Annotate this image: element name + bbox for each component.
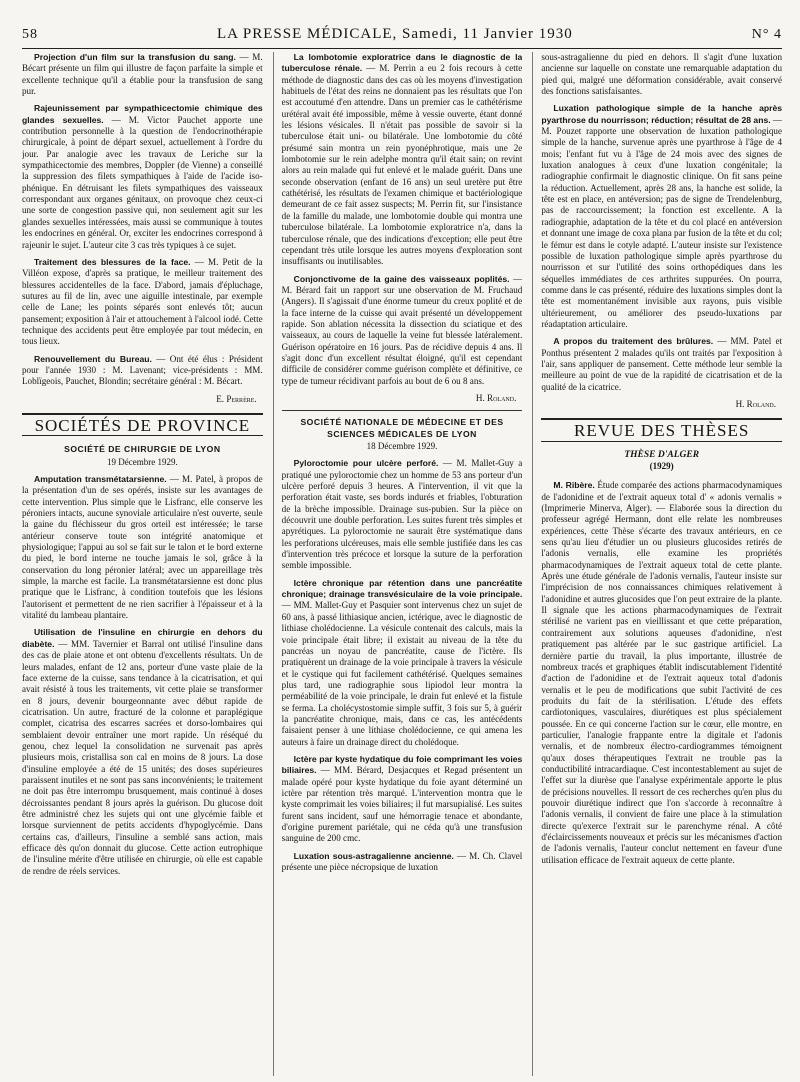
article-title: Luxation sous-astragalienne ancienne.	[293, 850, 454, 861]
article	[22, 103, 263, 250]
these-heading: THÈSE D'ALGER	[624, 449, 700, 460]
article-text: — M. Pouzet rapporte une observation de luxation pathologique simple de la hanche, survenue après une pyarthrose à l'âge de 4 mois; l'enfant fut vu à l'âge de 24 mois avec des signes de luxation analogues à ceux d'une luxation congénitale; la radiographie confirmait le diagnostic clinique. On fit sans peine la réduction. Actuellement, après 28 ans, la hanche est solide, la tête est en place, en antéversion; pas de signe de Trendelenburg, pas de raccourcissement; la fonction est excellente. A la radiographie, adaptation de la tête et du col placé en antéversion et donnant une image de coxa plana par fusion de la tête et du col; le fémur est dans le cotyle adapté. L'auteur insiste sur l'existence possible de luxation pathologique simple après pyarthrose du nourrisson et sur l'utilité des soins orthopédiques dans les séquelles immédiates de ces arthrites suppurées. On pourra, comme dans le cas présenté, réduire des luxations simples dont la tête est momentanément invisible aux rayons, puis visible ultérieurement, ou améliorer des pseudo-luxations par réadaptation articulaire.	[541, 114, 783, 329]
article	[22, 354, 263, 388]
article-text: — M. Perrin a eu 2 fois recours à cette méthode de diagnostic dans des cas où les moyens d'investigation habituels de l'état des reins ne donnaient pas les résultats que l'on est accoutumé d'en attendre. Dans un premier cas le cathétérisme urétéral avait été impossible, même à vessie ouverte, étant donné les lésions vésicales. Il n'était pas possible de savoir si la tuberculose était uni- ou bilatérale. Une lombotomie du côté présumé sain montra un rein pyonéphrotique, mais une 2e lombotomie sur le rein adelphe montra qu'il était sain; on revint alors au rein malade qui fut enlevé et le malade guérit. Dans une seconde observation (enfant de 16 ans) un seul uretère put être cathétérisé, les résultats de l'examen chimique et bactériologique demeurant de ce fait assez suspects; M. Perrin fit, sur l'insistance de la famille du malade, une lombotomie double qui montra une tuberculose bilatérale. La lombotomie exploratrice n'a, dans la tuberculose rénale, que des indications d'exception; elle peut être cependant très utile lorsque les autres moyens d'exploration sont insuffisants ou inutilisables.	[281, 63, 523, 267]
article-title: Traitement des blessures de la face.	[34, 256, 191, 267]
article-title: Luxation pathologique simple de la hanche après pyarthrose du nourrisson; réduction; résultat de 28 ans.	[541, 103, 783, 125]
article-title: Amputation transmétatarsienne.	[34, 474, 167, 484]
article-text: — Ont été élus : Président pour l'année 1930 : M. Lavenant; vice-présidents : MM. Loblïgeois, Pauchet, Blondin; secrétaire général : M. Bécart.	[22, 353, 263, 387]
session-date: 18 Décembre 1929.	[366, 441, 438, 451]
column-1	[22, 52, 263, 1076]
section-heading: SOCIÉTÉS DE PROVINCE	[22, 413, 263, 436]
article-text: — M. Victor Pauchet apporte une contribution personnelle à la question de l'endocrinothérapie chirurgicale, à point de départ sexuel, actuellement à l'ordre du jour. Par analogie avec les travaux de Leriche sur la sympathicectomie des membres, Doppler (de Vienne) a conseillé la suppression des filets sympathiques à l'aide de l'acide iso-phénique. En détruisant les filets sympathiques des vaisseaux correspondant aux organes génitaux, on provoque chez ceux-ci une sorte de congestion passive qui, non seulement agit sur les glandes sexuelles intéressées, mais aussi se communique à toutes les endocrines en général. Or, exciter les endocrines correspond à rajeunir le sujet. L'auteur cite 3 cas très typiques à ce sujet.	[22, 114, 263, 250]
signature: H. Roland.	[735, 398, 777, 409]
article-text: — M. Bérard fait un rapport sur une observation de M. Fruchaud (Angers). Il s'agissait d'une énorme tumeur du creux poplité et de la face interne de la cuisse qui avait présenté un développement rapide. Son ablation nécessita la dissection du sciatique et des vaisseaux, au cours de laquelle la veine fut blessée latéralement. Guérison opératoire en 16 jours. Pas de récidive depuis 4 ans. Il s'agit donc d'un excellent résultat éloigné, qu'il est cependant difficile de considérer comme guérison complète et définitive, ce type de tumeur récidivant parfois au bout de 6 ou 8 ans.	[281, 273, 523, 386]
article-title: Projection d'un film sur la transfusion du sang.	[34, 52, 236, 62]
article-title: Ictère chronique par rétention dans une pancréatite chronique; drainage transvésiculaire de la voie principale.	[281, 577, 523, 600]
columns	[22, 52, 782, 1076]
article-text: — MM. Tavernier et Barral ont utilisé l'insuline dans des cas de plaie atone et ont obtenu d'excellents résultats. Un de leurs malades, enfant de 12 ans, porteur d'une vaste plaie de la face externe de la cuisse, sans tendance à la cicatrisation, et qui avait résisté à tous les traitements, vit cette plaie se transformer en 8 jours, devenir bourgeonnante avec début rapide de cicatrisation. Un autre, fracturé de la colonne et paraplégique complet, cicatrisa des escarres sacrées et dorso-lombaires qui semblaient devoir entraîner une mort rapide. Un réséqué du genou, chez lequel la consolidation ne survenait pas après plusieurs mois, cristallisa son cal en moins de 8 jours. La dose d'insuline employée a été de 15 unités; des doses supérieures paraissent inutiles et ne sont pas sans inconvénients; le traitement ne doit pas être interrompu brusquement, mais continué à doses décroissantes pendant 8 jours après la guérison. Du glucose doit être administré chez les sujets qui ont une glycémie faible et lorsque surviennent de petits accidents d'hypoglycémie. Dans certains cas, d'ailleurs, l'insuline a semblé sans action, mais efficace dès qu'on donnait du glucose. Cette action eutrophique de l'insuline mérite d'être utilisée en chirurgie, où elle est capable de rendre de réels services.	[22, 638, 263, 876]
article	[282, 754, 523, 845]
article	[541, 480, 782, 866]
article	[22, 257, 263, 348]
article	[22, 52, 263, 97]
signature: H. Roland.	[475, 392, 517, 403]
article-text: — M. Petit de la Villéon expose, d'après sa pratique, le meilleur traitement des blessures accidentelles de la face. D'abord, jamais d'épluchage, sutures au fil de lin, avec une aiguille intestinale, par exemple celle de Lane; les points séparés sont enlevés tôt; aucun pansement; exposition à l'air et attouchement à l'alcool iodé. Cette technique des accidents peut être employée par tout médecin, en tous lieux.	[22, 256, 263, 347]
society-heading: SOCIÉTÉ DE CHIRURGIE DE LYON	[64, 444, 221, 455]
article-continuation: sous-astragalienne du pied en dehors. Il s'agit d'une luxation ancienne sur laquelle on constate une remarquable adaptation du pied qui, malgré une déformation considérable, avait conservé des fonctions satisfaisantes.	[541, 52, 783, 97]
article-title: Conjonctivome de la gaine des vaisseaux poplités.	[293, 273, 510, 284]
page-number: 58	[22, 27, 38, 42]
section-heading: REVUE DES THÈSES	[541, 418, 782, 441]
article-text: — MM. Bérard, Desjacques et Regad présentent un malade opéré pour kyste hydatique du foie ayant déterminé un ictère par rétention très marqué. L'intervention montra que le kyste comprimait les voies biliaires; il fut marsupialisé. Les suites furent sans incident, sauf une hémorragie tenace et abondante, d'origine purement pariétale, qui ne céda qu'à une transfusion sanguine de 200 cmc.	[281, 765, 523, 844]
article-title: Utilisation de l'insuline en chirurgie en dehors du diabète.	[22, 627, 263, 649]
article-text: — M. Bécart présente un film qui illustre de façon parfaite la simple et excellente technique qu'il a établie pour la transfusion de sang pur.	[22, 52, 263, 97]
session-date: 19 Décembre 1929.	[106, 456, 178, 467]
article-title: A propos du traitement des brûlures.	[553, 336, 714, 347]
article	[282, 458, 523, 571]
article-title: Rajeunissement par sympathicectomie chimique des glandes sexuelles.	[22, 103, 263, 125]
article	[22, 474, 263, 621]
signature: E. Perrère.	[216, 393, 257, 404]
these-year: (1929)	[649, 461, 674, 471]
article-text: — M. Patel, à propos de la présentation d'un de ses opérés, insiste sur les avantages de cette intervention. Plus simple que le Lisfranc, elle conserve les péroniers intacts, aucune synoviale articulaire n'est ouverte, seule la gaine du fléchisseur du gros orteil est intéressée; le tarse antérieur conserve toute son intégrité anatomique et physiologique; l'appui au sol se fait sur le talon et le bord externe du pied, le bord interne ne touche jamais le sol, grâce à la conservation du long péronier latéral; avec un appareillage très simple, la marche est facile. La transmétatarsienne est donc plus pratique que le Lisfranc, à condition toutefois que les lésions l'autorisent et permettent de ne rien sacrifier à l'épaisseur et à la vitalité du lambeau plantaire.	[22, 474, 263, 621]
article	[282, 274, 523, 387]
article-title: Renouvellement du Bureau.	[34, 353, 152, 364]
article	[282, 578, 523, 748]
column-3	[532, 52, 782, 1076]
article-title: Ictère par kyste hydatique du foie comprimant les voies biliaires.	[281, 753, 523, 776]
article-title: Pyloroctomie pour ulcère perforé.	[293, 458, 439, 469]
article	[282, 52, 523, 268]
divider	[282, 410, 523, 411]
article	[541, 336, 782, 393]
journal-line: LA PRESSE MÉDICALE, Samedi, 11 Janvier 1930	[217, 26, 573, 42]
column-2	[273, 52, 523, 1076]
article	[282, 851, 523, 874]
article-text: — MM. Patel et Ponthus présentent 2 malades qu'ils ont traités par l'exposition à l'air, sans appliquer de pansement. Cette méthode leur semble la meilleure au point de vue de la rapidité de cicatrisation et de la qualité de la cicatrice.	[541, 336, 783, 392]
issue-number: N° 4	[751, 27, 782, 42]
article-text: — MM. Mallet-Guy et Pasquier sont intervenus chez un sujet de 60 ans, à passé lithiasique ancien, ictérique, avec le diagnostic de lithiase cholédocienne. La vésicule contenait des calculs, mais la voie principale était libre; il existait au niveau de la tête du pancréas un noyau de pancréatite, cause de l'ictère. Ils pratiquèrent un drainage de la voie principale à travers la vésicule et le cystique qui fut facilement cathétérisé. Quelques semaines plus tard, une radiographie sous lipiodol leur montra la perméabilité de la voie principale, le drain fut enlevé et la fistule se ferma. La cholécystostomie simple suffit, 3 fois sur 5, à guérir la pancréatite chronique, mais, dans ce cas, les antécédents faisaient penser à une lithiase cholédocienne, ce qui amena les auteurs à faire un drainage direct du cholédoque.	[281, 600, 523, 747]
article-title: M. Ribère.	[553, 480, 595, 491]
article-text: — M. Mallet-Guy a pratiqué une pyloroctomie chez un homme de 53 ans porteur d'un ulcère perforé depuis 3 heures. A l'intervention, il vit que la perforation était vaste, ses bords indurés et friables, l'obturation de la brèche impossible. Drainage sus-pubien. Sur la pièce on découvrit une double perforation. Les suites furent très simples et apyrétiques. La pyloroctomie ne saurait être systématique dans les perforations ulcéreuses, mais elle semble justifiée dans les cas d'intervention très précoce et lorsque la suture de la perforation semble impossible.	[281, 458, 523, 571]
page-header	[22, 26, 782, 49]
article	[22, 627, 263, 877]
society-heading: SOCIÉTÉ NATIONALE DE MÉDECINE ET DES SCIENCES MÉDICALES DE LYON	[300, 417, 504, 439]
article-text: — M. Ch. Clavel présente une pièce nécropsique de luxation	[281, 850, 523, 873]
article-title: La lombotomie exploratrice dans le diagnostic de la tuberculose rénale.	[281, 52, 523, 74]
article	[541, 103, 782, 330]
article-text: Étude comparée des actions pharmacodynamiques de l'adonidine et de l'extrait aqueux total d' « adonis vernalis » (Imprimerie Minerva, Alger). — Elaborée sous la direction du professeur agrégé Hermann, dont elle relate les nombreuses expériences, cette Thèse s'écarte des travaux antérieurs, en ce sens qu'au lieu d'étudier un ou plusieurs glucosides retirés de l'adonis vernalis, elle examine les propriétés pharmacodynamiques de l'extrait aqueux total de cette plante. Après une étude générale de l'adonis vernalis, l'auteur insiste sur l'imprécision de nos connaissances chimiques relativement à l'adonidine et autres glucosides que l'on peut extraire de la plante. Il signale que les actions pharmacodynamiques de l'extrait stérilisé ne varient pas en vieillissant et que cette préparation, contrairement aux solutions aqueuses d'adonidine, n'est pratiquement pas altérée par le suc gastrique artificiel. La dernière partie du travail, la plus importante, illustrée de nombreux tracés et graphiques établit indiscutablement l'identité d'action de l'adonidine et de l'extrait aqueux total d'adonis vernalis et le peu de modifications que subit l'activité de ces produits du fait de la stérilisation. L'étude des effets cardiotoniques, vasculaires, diurétiques est plus spécialement poussée. En ce qui concerne l'action sur le cœur, elle montre, en particulier, l'analogie frappante entre la digitale et l'adonis vernalis, et de nombreux électro-cardiogrammes témoignent qu'aux doses thérapeutiques l'extrait ne trouble pas la conductibilité intracardiaque. C'est incontestablement au sujet de l'effet sur la diurèse que l'analyse expérimentale apporte le plus de précisions nouvelles. Il ressort de ces recherches qu'en plus du pouvoir diurétique indirect que l'on s'accorde à reconnaître à l'adonis vernalis, il convient de faire une place à la stimulation directe qu'exerce l'extrait sur le parenchyme rénal. A côté d'éclaircissements nouveaux et précis sur les mécanismes d'action de l'adonis vernalis, l'auteur conclut nettement en faveur d'une utilisation efficace de l'extrait aqueux de cette plante.	[541, 480, 783, 865]
